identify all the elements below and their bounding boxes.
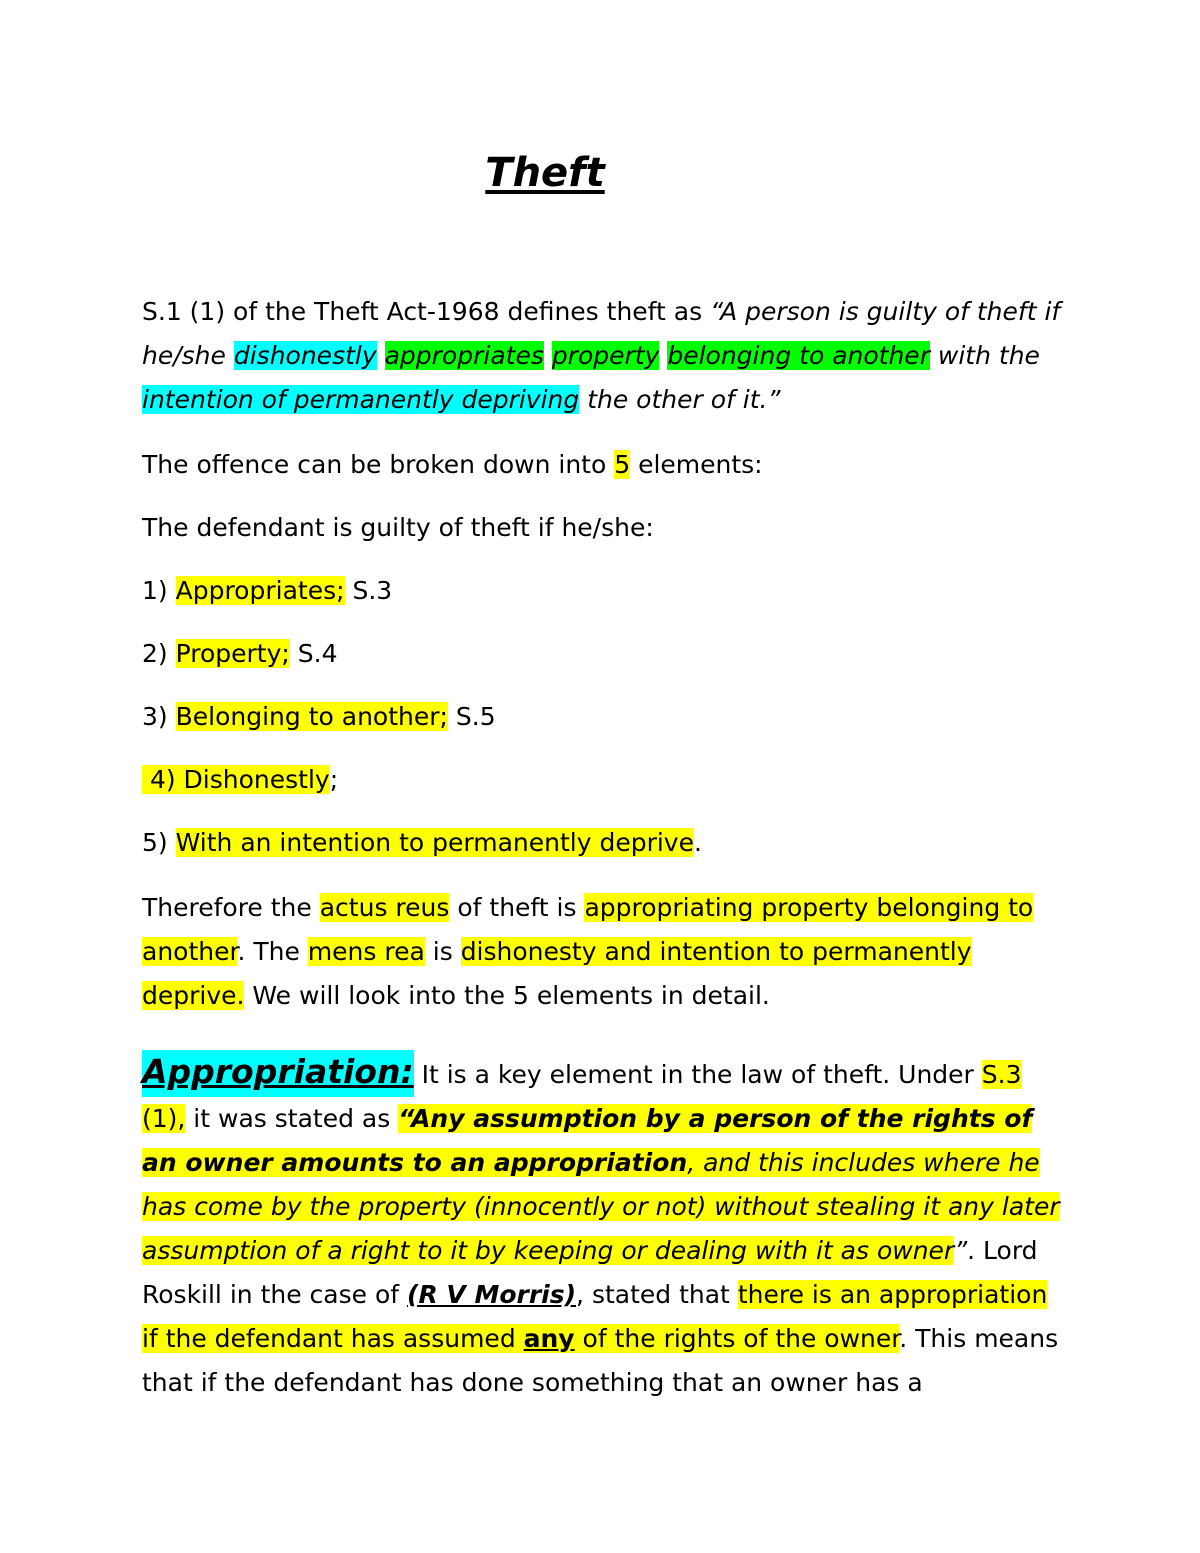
highlight-intention: intention of permanently depriving xyxy=(142,385,580,414)
highlight-appropriating: appropriating property belonging to another xyxy=(142,893,1034,966)
element-number: 1) xyxy=(142,576,176,605)
element-section: ; xyxy=(329,765,339,794)
appropriation-text: It is a key element in the law of theft. Under xyxy=(413,1060,982,1089)
element-number: 2) xyxy=(142,639,176,668)
element-number: 5) xyxy=(142,828,176,857)
element-section: S.3 xyxy=(344,576,393,605)
summary-text: of theft is xyxy=(449,893,585,922)
appropriation-text: , stated that xyxy=(576,1280,738,1309)
highlight-appropriation-rule: there is an appropriation if the defendant has assumed xyxy=(142,1280,1048,1353)
appropriation-text: . Lord Roskill in the case of xyxy=(142,1236,1038,1309)
element-item-1 xyxy=(142,569,1062,613)
element-label: Belonging to another; xyxy=(175,702,448,731)
quote-bold: “Any assumption by a person of the rights of an owner amounts to an appropriation xyxy=(142,1104,1033,1177)
case-name: (R V Morris) xyxy=(407,1280,577,1309)
element-number: 3) xyxy=(142,702,176,731)
definition-quote-mid: with the xyxy=(929,341,1040,370)
highlight-mens-rea: mens rea xyxy=(307,937,425,966)
summary-text: Therefore the xyxy=(142,893,320,922)
definition-quote-end: the other of it.” xyxy=(579,385,781,414)
element-label: Property; xyxy=(175,639,290,668)
element-item-4 xyxy=(142,758,1062,802)
element-number: 4 xyxy=(142,765,166,794)
element-section: S.5 xyxy=(447,702,496,731)
appropriation-heading: Appropriation: xyxy=(142,1050,414,1097)
quote-rest: , and this includes where he has come by the property (innocently or not) without stealing it any later assumption of a right to it by keeping or dealing with it as owner xyxy=(142,1148,1060,1265)
highlight-dishonestly: dishonestly xyxy=(233,341,377,370)
highlight-any: any xyxy=(523,1324,575,1353)
element-label: ) Dishonestly xyxy=(165,765,330,794)
element-label: Appropriates; xyxy=(175,576,345,605)
element-section: . xyxy=(693,828,702,857)
quote-end: ” xyxy=(954,1236,968,1265)
page-title: Theft xyxy=(485,150,605,196)
element-section: S.4 xyxy=(289,639,338,668)
guilty-line: The defendant is guilty of theft if he/she: xyxy=(142,513,654,542)
appropriation-text: . This means that if the defendant has done something that an owner has a xyxy=(142,1324,1059,1397)
highlight-dishonesty: dishonesty and intention to permanently deprive. xyxy=(142,937,972,1010)
highlight-actus-reus: actus reus xyxy=(319,893,450,922)
highlight-appropriation-rule-end: of the rights of the owner xyxy=(574,1324,900,1353)
elements-intro xyxy=(142,443,1062,487)
highlight-property: property xyxy=(551,341,660,370)
definition-paragraph xyxy=(142,290,1062,422)
summary-text: is xyxy=(424,937,461,966)
elements-intro-pre: The offence can be broken down into xyxy=(142,450,615,479)
highlight-appropriates: appropriates xyxy=(384,341,544,370)
element-item-5 xyxy=(142,821,1062,865)
element-item-2 xyxy=(142,632,1062,676)
element-item-3 xyxy=(142,695,1062,739)
definition-quote-start: “A person is guilty of theft if he/she xyxy=(142,297,1061,370)
appropriation-paragraph xyxy=(142,1050,1062,1405)
elements-count: 5 xyxy=(614,450,631,479)
highlight-belonging: belonging to another xyxy=(667,341,930,370)
definition-lead: S.1 (1) of the Theft Act-1968 defines theft as xyxy=(142,297,711,326)
summary-paragraph xyxy=(142,886,1062,1018)
summary-text: . The xyxy=(237,937,308,966)
summary-text: We will look into the 5 elements in detail. xyxy=(244,981,770,1010)
appropriation-text: it was stated as xyxy=(185,1104,399,1133)
highlight-section-3: S.3 (1), xyxy=(142,1060,1022,1133)
elements-intro-post: elements: xyxy=(630,450,763,479)
element-label: With an intention to permanently deprive xyxy=(175,828,694,857)
